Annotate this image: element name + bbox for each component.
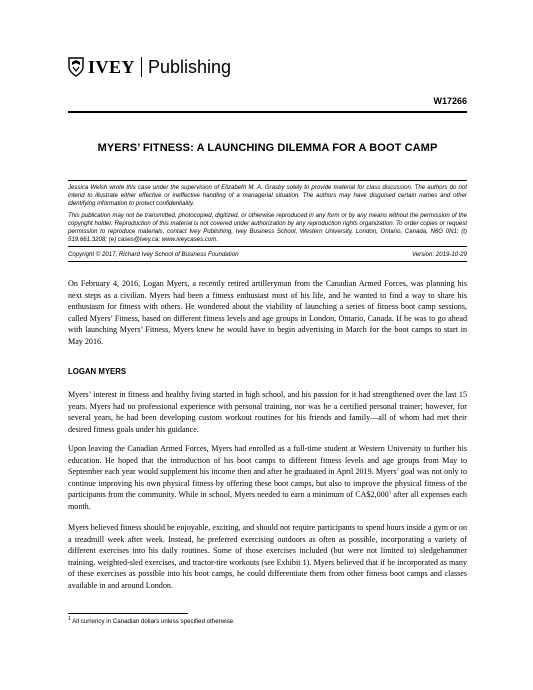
body-paragraph-2 <box>68 443 467 512</box>
disclaimer-bottom-rule <box>68 261 467 262</box>
logo-publishing-text: Publishing <box>148 57 232 77</box>
body-paragraph-1: Myers’ interest in fitness and healthy living started in high school, and his passion for it had strengthened over the last 15 years. Myers had no professional experience with personal training, nor was he a certified personal trainer; however, for several years, he had been developing custom workout routines for his friends and family—all of whom had met their desired fitness goals under his guidance. <box>68 390 467 434</box>
copyright-line <box>68 251 467 259</box>
footnote-marker: 1 <box>68 615 71 622</box>
body-paragraph-3: Myers believed fitness should be enjoyable, exciting, and should not require participants to spend hours inside a gym or on a treadmill week after week. Instead, he preferred exercising outdoors as often as possible, incorporating a variety of different exercises into his daily routines. Some of those exercises included (but were not limited to) sledgehammer training, weighted-sled exercises, and tractor-tire workouts (see Exhibit 1). Myers believed that if he incorporated as many of these exercises as possible into his boot camps, he could differentiate them from other fitness boot camps and classes available in and around London. <box>68 523 467 590</box>
ivey-crest-icon <box>68 57 84 77</box>
section-heading: LOGAN MYERS <box>68 367 127 376</box>
header-rule <box>68 111 467 113</box>
case-title: MYERS’ FITNESS: A LAUNCHING DILEMMA FOR A BOOT CAMP <box>97 142 438 154</box>
footnote-text: All currency in Canadian dollars unless specified otherwise. <box>70 618 235 625</box>
copyright-text: Copyright © 2017, Richard Ivey School of Business Foundation <box>68 251 239 258</box>
disclaimer-authorship: Jessica Welsh wrote this case under the supervision of Elizabeth M. A. Grasby solely to provide material for class discussion. The authors do not intend to illustrate either effective or ineffective handling of a managerial situation. The authors may have disguised certain names and other identifying information to protect confidentiality. <box>68 184 467 207</box>
footnote-rule <box>68 613 188 614</box>
intro-paragraph: On February 4, 2016, Logan Myers, a recently retired artilleryman from the Canadian Armed Forces, was planning his next steps as a civilian. Myers had been a fitness enthusiast most of his life, and he wanted to find a way to share his enthusiasm for fitness with others. He wondered about the viability of launching a series of fitness boot camp sessions, called Myers’ Fitness, based on different fitness levels and age groups in London, Ontario, Canada. If he was to go ahead with launching Myers’ Fitness, Myers knew he would have to begin advertising in March for the boot camps to start in May 2016. <box>68 279 467 346</box>
logo-divider <box>141 57 142 77</box>
disclaimer-top-rule <box>68 180 467 181</box>
body-paragraph-2-end: after all expenses each month. <box>68 490 467 511</box>
version-text: Version: 2019-10-29 <box>412 251 467 258</box>
ivey-publishing-logo <box>68 56 231 78</box>
case-number: W17266 <box>433 96 467 106</box>
body-paragraph-2-text: Upon leaving the Canadian Armed Forces, Myers had enrolled as a full-time student at Western University to further his education. He hoped that the introduction of his boot camps to different fitness levels and age groups from May to September each year would supplement his income then and after he graduated in April 2019. Myers’ goal was not only to continue improving his own physical fitness by offering these boot camps, but also to improve the physical fitness of the participants from the community. While in school, Myers needed to earn a minimum of CA$2,000 <box>68 444 467 499</box>
disclaimer-middle-rule <box>68 246 467 247</box>
footnote <box>68 615 235 625</box>
footnote-reference: 1 <box>388 490 392 496</box>
disclaimer-reproduction: This publication may not be transmitted, photocopied, digitized, or otherwise reproduced in any form or by any means without the permission of the copyright holder. Reproduction of this material is not covered under authorization by any reproduction rights organization. To order copies or request permission to reproduce materials, contact Ivey Publishing, Ivey Business School, Western University, London, Ontario, Canada, N6G 0N1; (t) 519.661.3208; (e) cases@ivey.ca; www.iveycases.com. <box>68 212 467 243</box>
logo-ivey-text: IVEY <box>88 57 136 77</box>
